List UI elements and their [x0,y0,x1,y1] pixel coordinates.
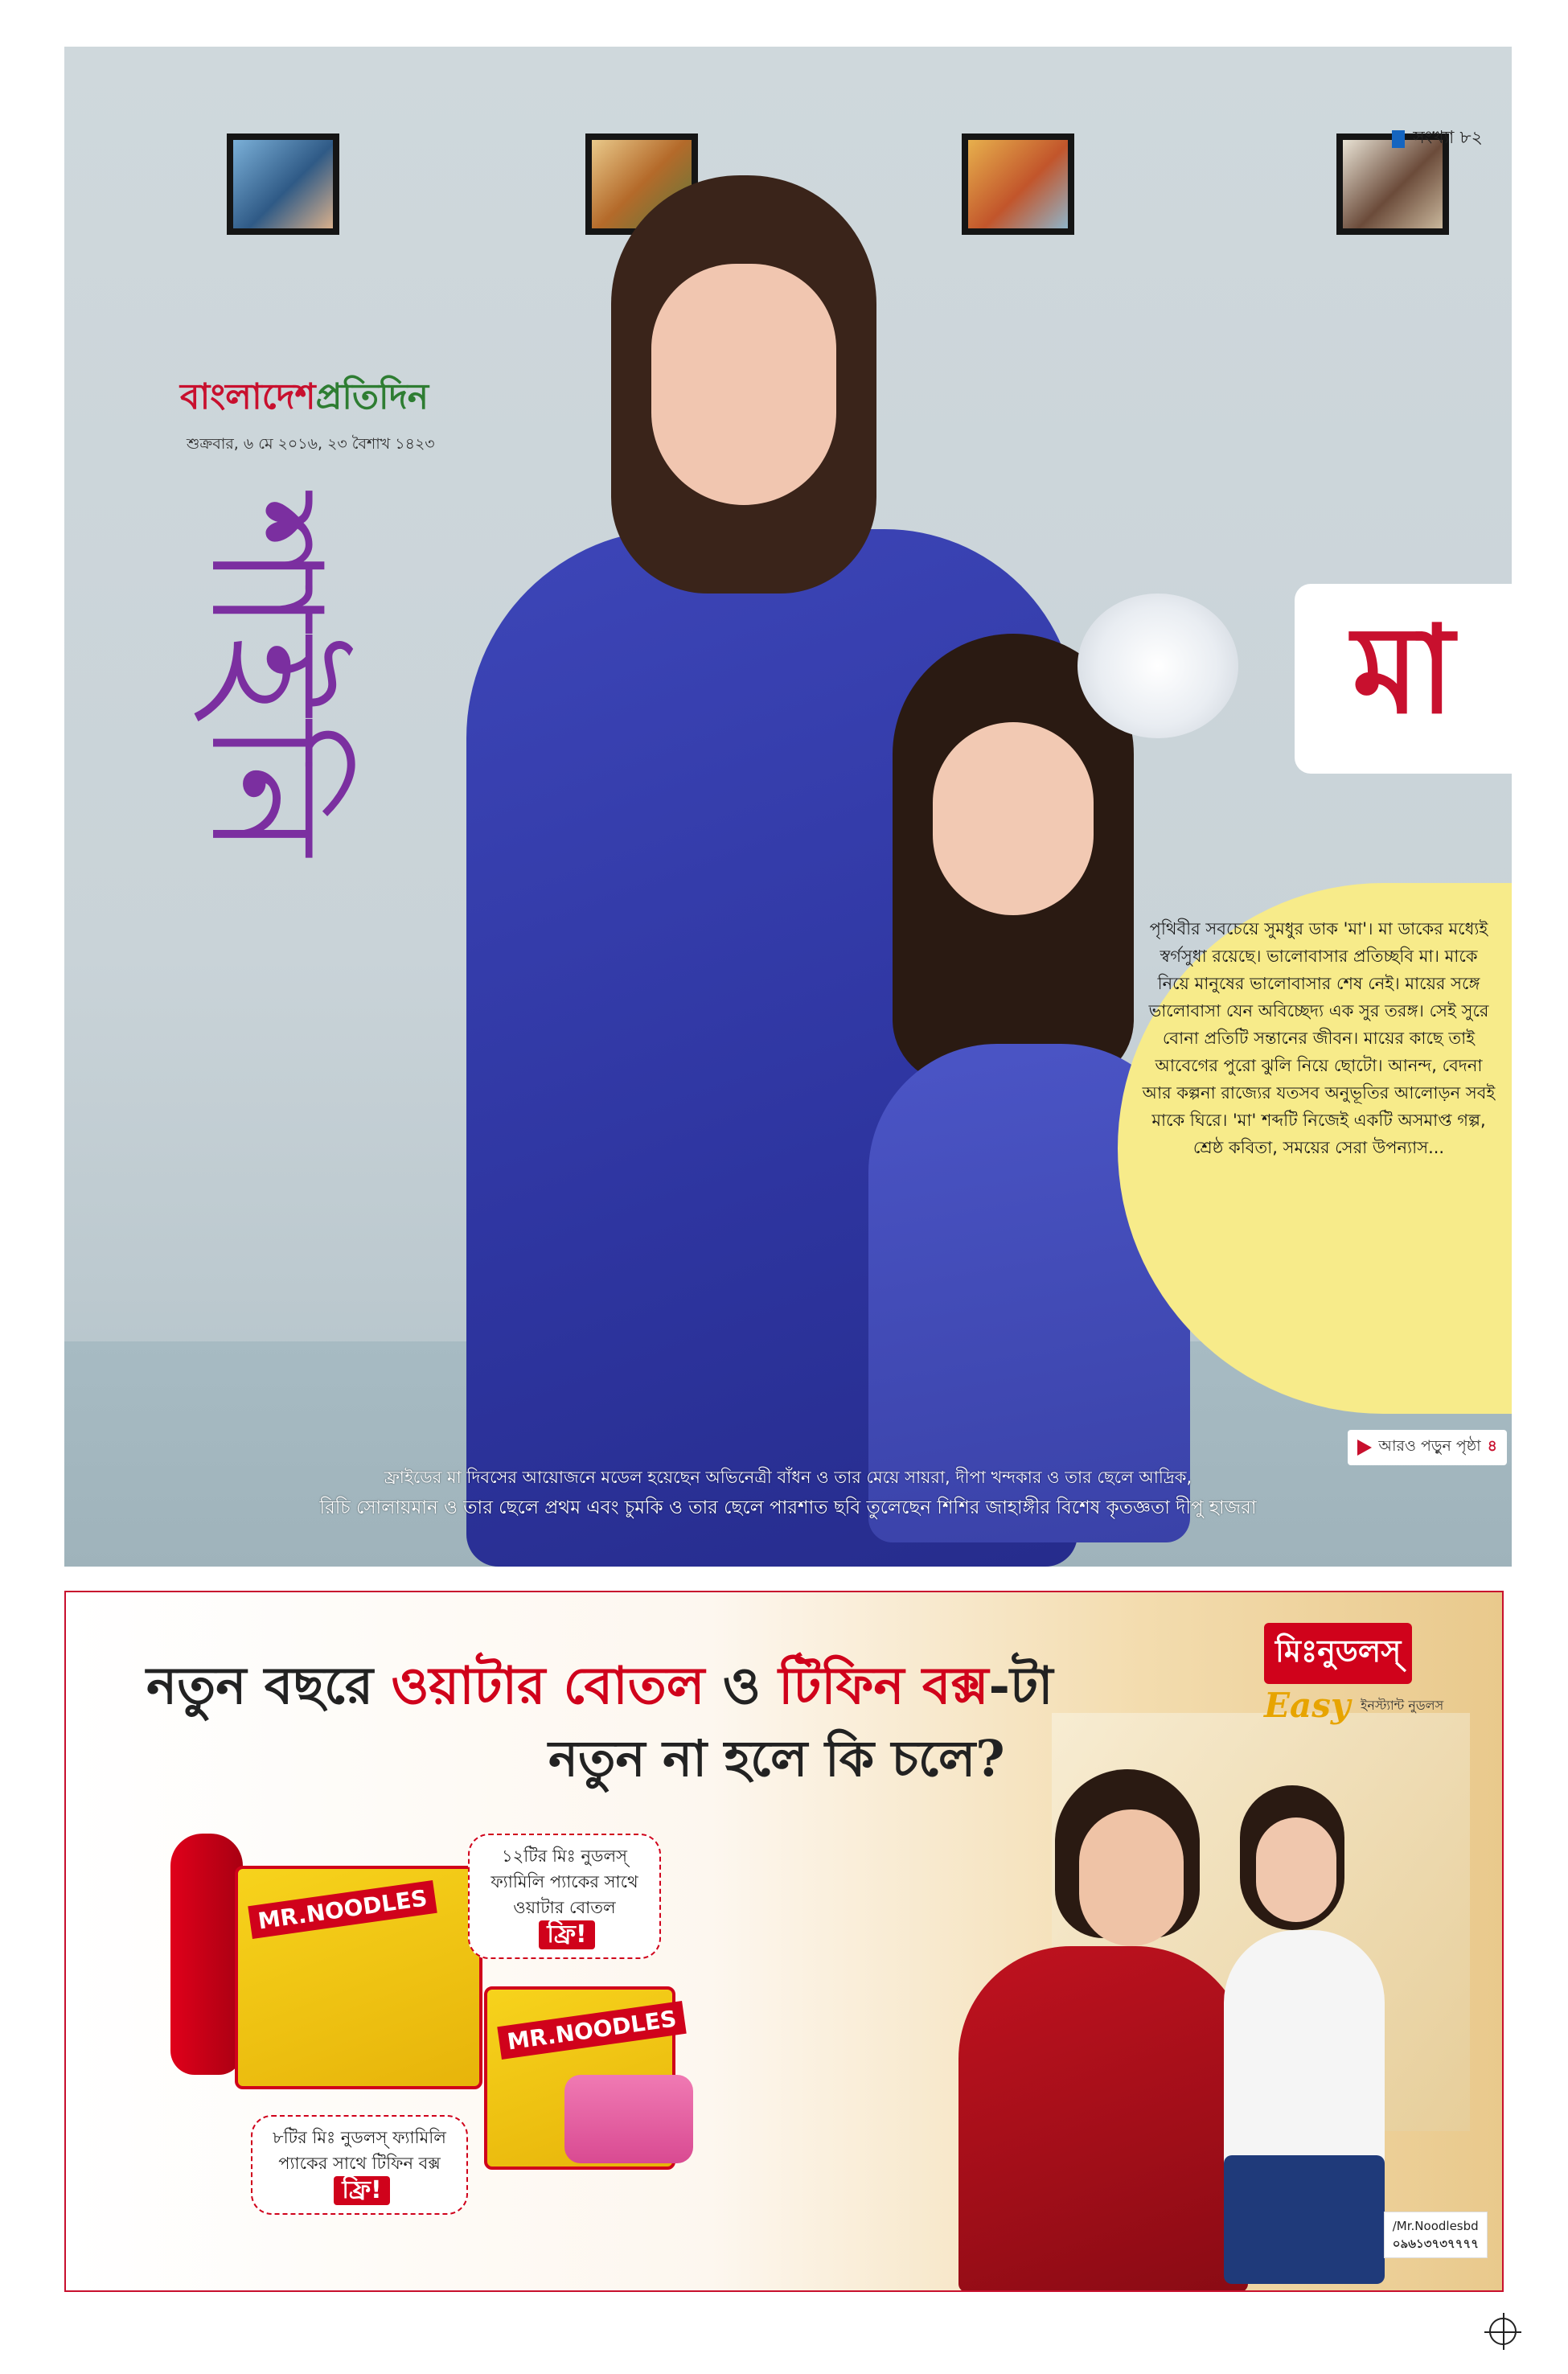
feature-title: মা [1352,599,1455,741]
headline-water-bottle: ওয়াটার বোতল [391,1656,705,1716]
facebook-handle: /Mr.Noodlesbd [1392,2219,1479,2233]
water-bottle-image [170,1834,243,2075]
section-title-text: শাইনি [177,497,355,861]
masthead-part2: প্রতিদিন [315,376,429,417]
section-title [177,497,354,1526]
ad-headline-line2: নতুন না হলে কি চলে? [548,1729,1005,1788]
pack-label: MR.NOODLES [497,2001,686,2060]
play-arrow-icon [1357,1440,1372,1456]
ad-child-photo [1208,1785,1417,2284]
registration-mark-icon [1489,2318,1517,2345]
blurb-text: পৃথিবীর সবচেয়ে সুমধুর ডাক 'মা'। মা ডাকের মধ্যেই স্বর্গসুধা রয়েছে। ভালোবাসার প্রতিচ্ছবি মা। মাকে নিয়ে মানুষের ভালোবাসার শেষ নেই। মায়ের সঙ্গে ভালোবাসা যেন অবিচ্ছেদ্য এক সুর তরঙ্গ। সেই সুরে বোনা প্রতিটি সন্তানের জীবন। মায়ের কাছে তাই আবেগের পুরো ঝুলি নিয়ে ছোটো। আনন্দ, বেদনা আর কল্পনা রাজ্যের যতসব অনুভূতির আলোড়ন সবই মাকে ঘিরে। 'মা' শব্দটি নিজেই একটি অসমাপ্ত গল্প, শ্রেষ্ঠ কবিতা, সময়ের সেরা উপন্যাস... [1142,919,1496,1157]
read-more-page: ৪ [1487,1437,1497,1455]
blue-square-icon [1392,130,1405,148]
dateline: শুক্রবার, ৬ মে ২০১৬, ২৩ বৈশাখ ১৪২৩ [187,435,435,453]
noodles-pack-12 [235,1866,482,2089]
offer-callout-bottle [468,1834,661,1959]
hotline-number: ০৯৬১৩৭৩৭৭৭৭ [1392,2236,1479,2251]
noodles-advertisement [64,1591,1504,2292]
read-more-link[interactable] [1348,1430,1507,1465]
brand-easy: Easy [1264,1686,1351,1725]
read-more-text: আরও পড়ুন পৃষ্ঠা [1378,1437,1481,1455]
headline-part: ও [704,1656,779,1716]
brand-subtitle: ইনস্ট্যান্ট নুডলস [1361,1698,1444,1713]
callout-text: ১২টির মিঃ নুডলস্ ফ্যামিলি প্যাকের সাথে ওয়াটার বোতল [491,1846,638,1917]
ad-headline-line1 [146,1647,1053,1733]
headline-tiffin-box: টিফিন বক্স [778,1656,989,1716]
brand-name: মিঃনুডলস্ [1264,1623,1412,1684]
wall-painting [227,133,339,235]
feature-title-box [1295,584,1512,774]
offer-callout-tiffin [251,2115,468,2215]
free-badge: ফ্রি! [539,1920,594,1949]
issue-number [1392,124,1483,154]
caption-line-1: ফ্রাইডের মা দিবসের আয়োজনে মডেল হয়েছেন অভিনেত্রী বাঁধন ও তার মেয়ে সায়রা, দীপা খন্দকার ও তার ছেলে আদ্রিক, [384,1468,1192,1487]
issue-number-text: সংখ্যা ৮২ [1413,128,1483,148]
cover-photo-section [64,47,1512,1567]
masthead-part1: বাংলাদেশ [180,376,316,417]
free-badge: ফ্রি! [334,2176,389,2205]
headline-part: নতুন বছরে [146,1656,392,1716]
brand-logo [1264,1623,1449,1725]
ad-contact-box [1384,2212,1488,2258]
tiffin-box-image [564,2075,693,2163]
caption-line-2: রিচি সোলায়মান ও তার ছেলে প্রথম এবং চুমকি ও তার ছেলে পারশাত ছবি তুলেছেন শিশির জাহাঙ্গীর বিশেষ কৃতজ্ঞতা দীপু হাজরা [319,1497,1257,1518]
headline-part: -টা [988,1656,1053,1716]
newspaper-masthead [180,370,429,429]
callout-text: ৮টির মিঃ নুডলস্ ফ্যামিলি প্যাকের সাথে টিফিন বক্স [273,2128,446,2173]
pack-label: MR.NOODLES [248,1880,437,1939]
photo-caption [64,1462,1512,1523]
